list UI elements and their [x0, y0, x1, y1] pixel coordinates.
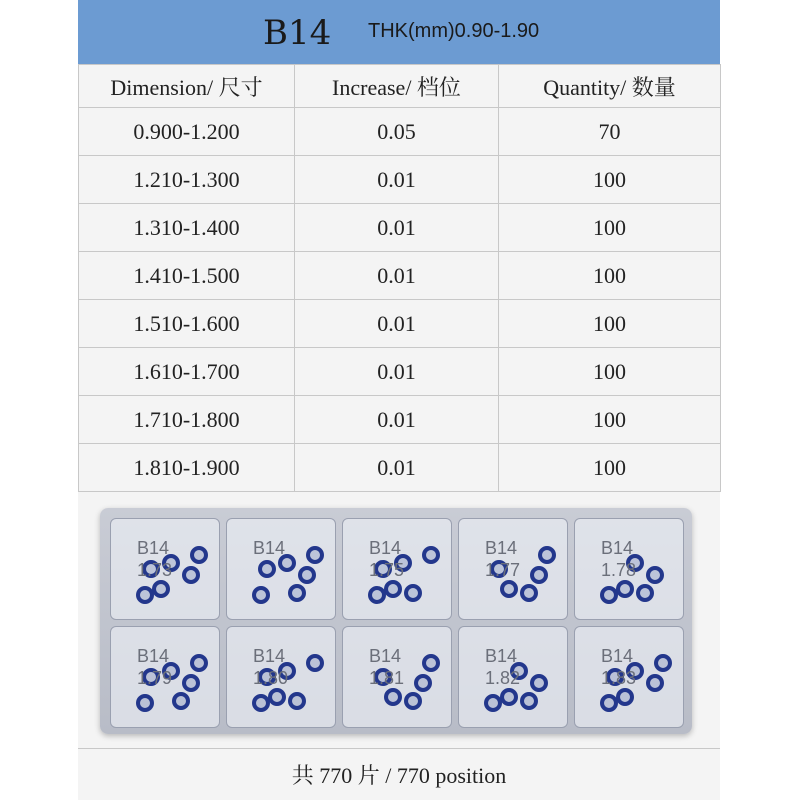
- shim-ring: [252, 586, 270, 604]
- shim-ring: [646, 674, 664, 692]
- compartment-size: 1.79: [137, 668, 173, 688]
- compartment-size: 1.81: [369, 668, 405, 688]
- shim-ring: [484, 694, 502, 712]
- compartment-label: [137, 645, 172, 689]
- shim-ring: [252, 694, 270, 712]
- quantity-cell: 100: [499, 348, 721, 396]
- shim-ring: [500, 688, 518, 706]
- quantity-cell: 100: [499, 204, 721, 252]
- compartment-size: 1.83: [601, 668, 637, 688]
- dimension-cell: 0.900-1.200: [79, 108, 295, 156]
- compartment-size: 1.80: [253, 668, 289, 688]
- shim-ring: [288, 584, 306, 602]
- increase-cell: 0.01: [295, 204, 499, 252]
- compartment-label: [253, 537, 285, 559]
- shim-compartment: [574, 518, 684, 620]
- shim-compartment: [110, 518, 220, 620]
- dimension-cell: 1.410-1.500: [79, 252, 295, 300]
- quantity-cell: 100: [499, 396, 721, 444]
- quantity-cell: 100: [499, 156, 721, 204]
- compartment-series: B14: [369, 538, 402, 558]
- table-row: [79, 108, 721, 156]
- compartment-size: 1.75: [369, 560, 405, 580]
- shim-ring: [182, 566, 200, 584]
- shim-box-photo: [100, 508, 692, 734]
- dimension-cell: 1.610-1.700: [79, 348, 295, 396]
- shim-ring: [422, 654, 440, 672]
- shim-ring: [288, 692, 306, 710]
- compartment-series: B14: [369, 646, 402, 666]
- increase-cell: 0.01: [295, 252, 499, 300]
- shim-ring: [646, 566, 664, 584]
- shim-ring: [654, 654, 672, 672]
- dimension-cell: 1.210-1.300: [79, 156, 295, 204]
- compartment-size: 1.78: [601, 560, 637, 580]
- compartment-label: [369, 645, 404, 689]
- shim-ring: [414, 674, 432, 692]
- table-row: [79, 156, 721, 204]
- shim-ring: [520, 692, 538, 710]
- compartment-size: 1.73: [137, 560, 173, 580]
- compartment-size: 1.82: [485, 668, 521, 688]
- shim-ring: [404, 584, 422, 602]
- shim-compartment: [110, 626, 220, 728]
- dimension-cell: 1.310-1.400: [79, 204, 295, 252]
- shim-ring: [368, 586, 386, 604]
- shim-compartment: [342, 518, 452, 620]
- compartment-series: B14: [137, 538, 170, 558]
- shim-ring: [422, 546, 440, 564]
- shim-ring: [136, 586, 154, 604]
- compartment-series: B14: [601, 538, 634, 558]
- compartment-series: B14: [485, 646, 518, 666]
- shim-compartment: [458, 518, 568, 620]
- shim-ring: [136, 694, 154, 712]
- compartment-label: [485, 537, 520, 581]
- table-row: [79, 252, 721, 300]
- compartment-size: 1.77: [485, 560, 521, 580]
- column-header-increase: Increase/ 档位: [295, 65, 499, 108]
- header-bar: [78, 0, 720, 64]
- table-row: [79, 396, 721, 444]
- shim-ring: [306, 546, 324, 564]
- column-header-quantity: Quantity/ 数量: [499, 65, 721, 108]
- compartment-series: B14: [137, 646, 170, 666]
- shim-compartment: [226, 518, 336, 620]
- footer-divider: [78, 748, 720, 749]
- shim-ring: [500, 580, 518, 598]
- shim-ring: [600, 586, 618, 604]
- compartment-series: B14: [601, 646, 634, 666]
- shim-ring: [298, 566, 316, 584]
- table-row: [79, 348, 721, 396]
- shim-ring: [520, 584, 538, 602]
- table-row: [79, 204, 721, 252]
- shim-compartment: [342, 626, 452, 728]
- shim-compartment: [458, 626, 568, 728]
- shim-ring: [384, 580, 402, 598]
- shim-ring: [258, 560, 276, 578]
- compartment-series: B14: [253, 646, 286, 666]
- compartment-label: [137, 537, 172, 581]
- shim-compartment: [574, 626, 684, 728]
- column-header-dimension: Dimension/ 尺寸: [79, 65, 295, 108]
- dimension-cell: 1.810-1.900: [79, 444, 295, 492]
- shim-ring: [530, 674, 548, 692]
- compartment-series: B14: [485, 538, 518, 558]
- shim-compartment: [226, 626, 336, 728]
- spec-table: [78, 64, 721, 492]
- shim-ring: [600, 694, 618, 712]
- quantity-cell: 70: [499, 108, 721, 156]
- thickness-range: THK(mm)0.90-1.90: [368, 20, 540, 42]
- shim-ring: [538, 546, 556, 564]
- shim-ring: [636, 584, 654, 602]
- table-row: [79, 300, 721, 348]
- increase-cell: 0.01: [295, 300, 499, 348]
- compartment-series: B14: [253, 538, 286, 558]
- compartment-label: [369, 537, 404, 581]
- total-count: 共 770 片 / 770 position: [291, 763, 507, 788]
- compartment-label: [601, 537, 636, 581]
- table-row: [79, 444, 721, 492]
- quantity-cell: 100: [499, 300, 721, 348]
- increase-cell: 0.01: [295, 396, 499, 444]
- shim-ring: [384, 688, 402, 706]
- shim-ring: [268, 688, 286, 706]
- shim-ring: [616, 580, 634, 598]
- quantity-cell: 100: [499, 444, 721, 492]
- product-title: B14: [263, 13, 332, 53]
- shim-ring: [616, 688, 634, 706]
- increase-cell: 0.01: [295, 156, 499, 204]
- shim-ring: [172, 692, 190, 710]
- dimension-cell: 1.710-1.800: [79, 396, 295, 444]
- increase-cell: 0.01: [295, 444, 499, 492]
- table-header-row: [79, 65, 721, 108]
- compartment-label: [485, 645, 520, 689]
- shim-ring: [530, 566, 548, 584]
- shim-ring: [404, 692, 422, 710]
- quantity-cell: 100: [499, 252, 721, 300]
- increase-cell: 0.01: [295, 348, 499, 396]
- dimension-cell: 1.510-1.600: [79, 300, 295, 348]
- shim-ring: [190, 546, 208, 564]
- shim-ring: [152, 580, 170, 598]
- shim-ring: [190, 654, 208, 672]
- shim-ring: [182, 674, 200, 692]
- compartment-label: [601, 645, 636, 689]
- compartment-label: [253, 645, 288, 689]
- increase-cell: 0.05: [295, 108, 499, 156]
- shim-ring: [306, 654, 324, 672]
